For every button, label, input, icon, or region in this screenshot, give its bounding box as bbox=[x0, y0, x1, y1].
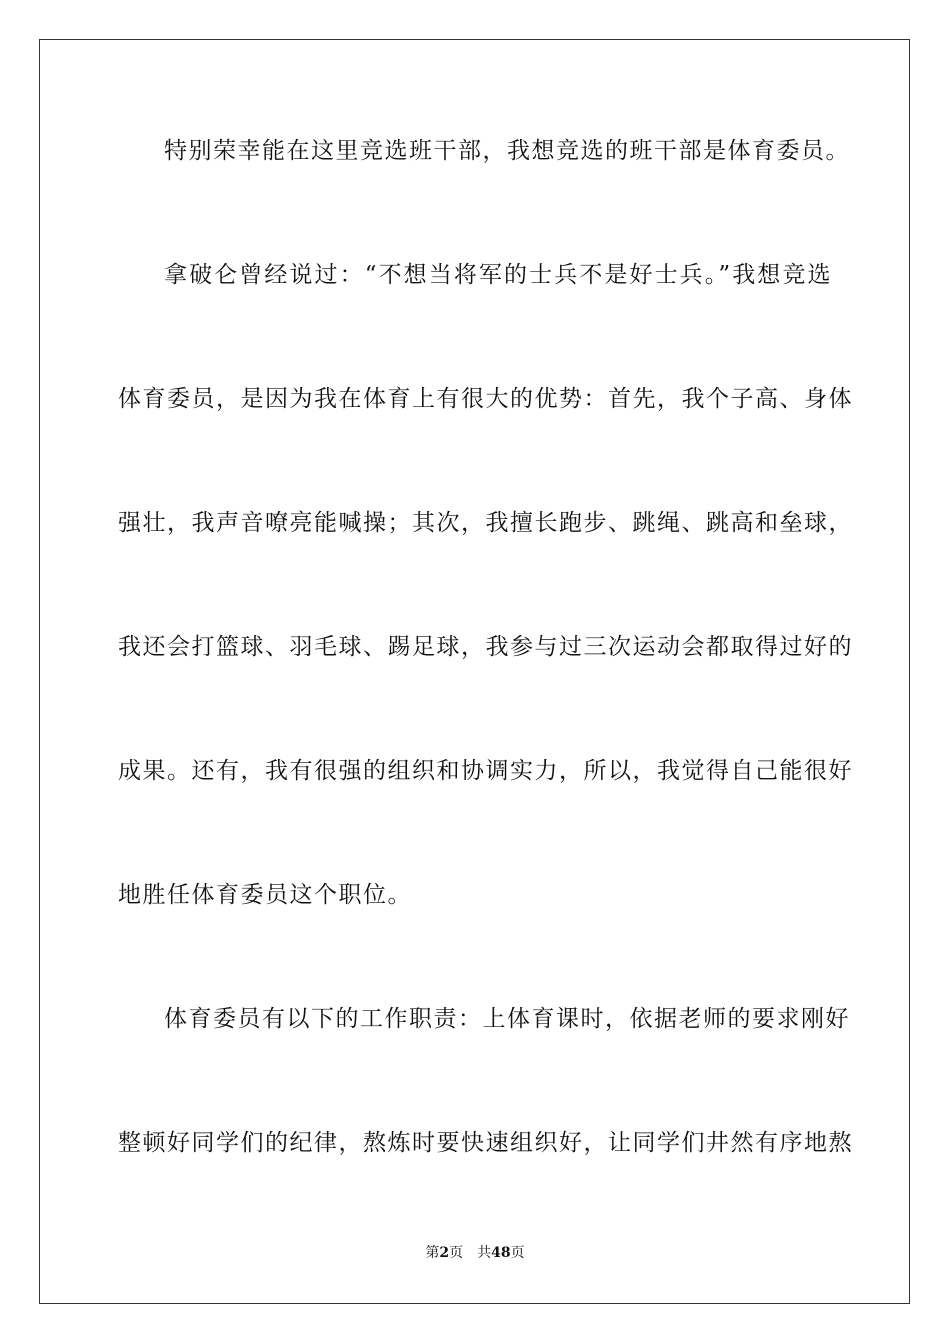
total-page-count: 48 bbox=[491, 1245, 511, 1261]
current-page-number: 2 bbox=[439, 1245, 450, 1261]
paragraph-2-line-4: 我还会打篮球、羽毛球、踢足球，我参与过三次运动会都取得过好的 bbox=[118, 634, 853, 660]
paragraph-2-line-6: 地胜任体育委员这个职位。 bbox=[118, 882, 412, 908]
paragraph-2-line-3: 强壮，我声音嘹亮能喊操；其次，我擅长跑步、跳绳、跳高和垒球， bbox=[118, 510, 853, 536]
paragraph-3-line-1: 体育委员有以下的工作职责：上体育课时，依据老师的要求刚好 bbox=[164, 1006, 850, 1032]
page-prefix: 第 bbox=[425, 1245, 440, 1261]
page-footer bbox=[0, 1244, 950, 1262]
paragraph-3-line-2: 整顿好同学们的纪律，熬炼时要快速组织好，让同学们井然有序地熬 bbox=[118, 1130, 853, 1156]
total-suffix: 页 bbox=[510, 1245, 525, 1261]
total-prefix: 共 bbox=[477, 1245, 492, 1261]
page-suffix: 页 bbox=[449, 1245, 464, 1261]
paragraph-2-line-1: 拿破仑曾经说过：“不想当将军的士兵不是好士兵。”我想竞选 bbox=[164, 262, 832, 288]
paragraph-2-line-5: 成果。还有，我有很强的组织和协调实力，所以，我觉得自己能很好 bbox=[118, 758, 853, 784]
paragraph-1-line-1: 特别荣幸能在这里竞选班干部，我想竞选的班干部是体育委员。 bbox=[164, 138, 850, 164]
page-border bbox=[39, 39, 910, 1304]
paragraph-2-line-2: 体育委员，是因为我在体育上有很大的优势：首先，我个子高、身体 bbox=[118, 386, 853, 412]
